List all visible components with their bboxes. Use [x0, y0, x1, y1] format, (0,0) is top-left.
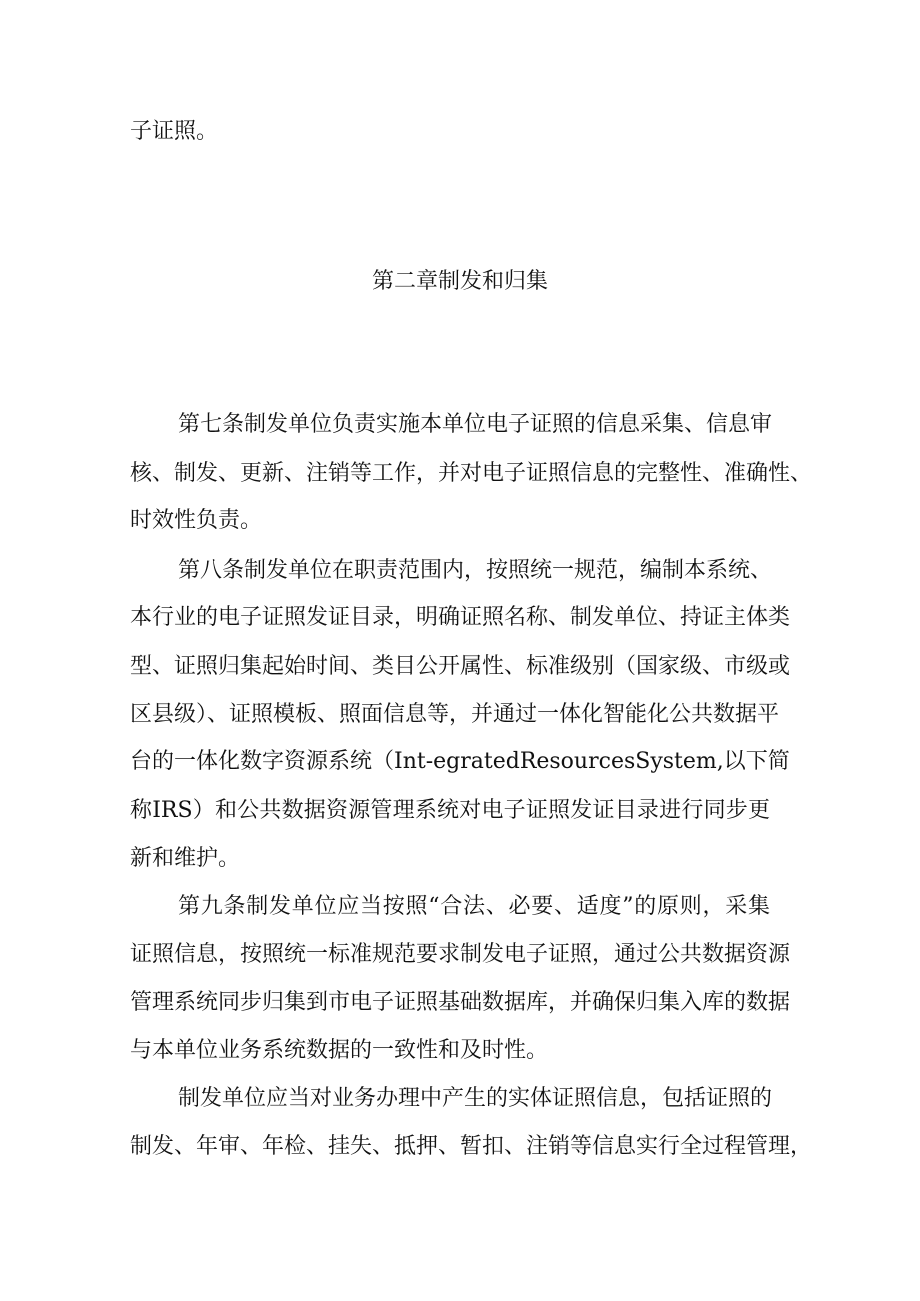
paragraph-line: 区县级）、证照模板、照面信息等，并通过一体化智能化公共数据平: [130, 702, 780, 727]
paragraph-line: 时效性负责。: [130, 508, 263, 533]
paragraph-line: 制发单位应当对业务办理中产生的实体证照信息，包括证照的: [178, 1086, 773, 1111]
paragraph-line: 称IRS）和公共数据资源管理系统对电子证照发证目录进行同步更: [130, 798, 770, 823]
paragraph-line: 制发、年审、年检、挂失、抵押、暂扣、注销等信息实行全过程管理，: [130, 1134, 813, 1159]
paragraph-line: 管理系统同步归集到市电子证照基础数据库，并确保归集入库的数据: [130, 990, 791, 1015]
paragraph-line: 第七条制发单位负责实施本单位电子证照的信息采集、信息审: [178, 412, 773, 437]
paragraph-line: 第八条制发单位在职责范围内，按照统一规范，编制本系统、: [178, 558, 773, 583]
paragraph-line: 与本单位业务系统数据的一致性和及时性。: [130, 1038, 549, 1063]
paragraph-line: 新和维护。: [130, 846, 241, 871]
paragraph-line: 证照信息，按照统一标准规范要求制发电子证照，通过公共数据资源: [130, 942, 791, 967]
fragment-line: 子证照。: [130, 119, 219, 144]
paragraph-line: 型、证照归集起始时间、类目公开属性、标准级别（国家级、市级或: [130, 654, 791, 679]
paragraph-line: 第九条制发单位应当按照“合法、必要、适度”的原则，采集: [178, 894, 770, 919]
paragraph-line: 核、制发、更新、注销等工作，并对电子证照信息的完整性、准确性、: [130, 461, 813, 486]
chapter-heading: 第二章制发和归集: [371, 269, 548, 294]
paragraph-line: 本行业的电子证照发证目录，明确证照名称、制发单位、持证主体类: [130, 605, 791, 630]
paragraph-line: 台的一体化数字资源系统（Int-egratedResourcesSystem,以下简: [130, 749, 790, 774]
